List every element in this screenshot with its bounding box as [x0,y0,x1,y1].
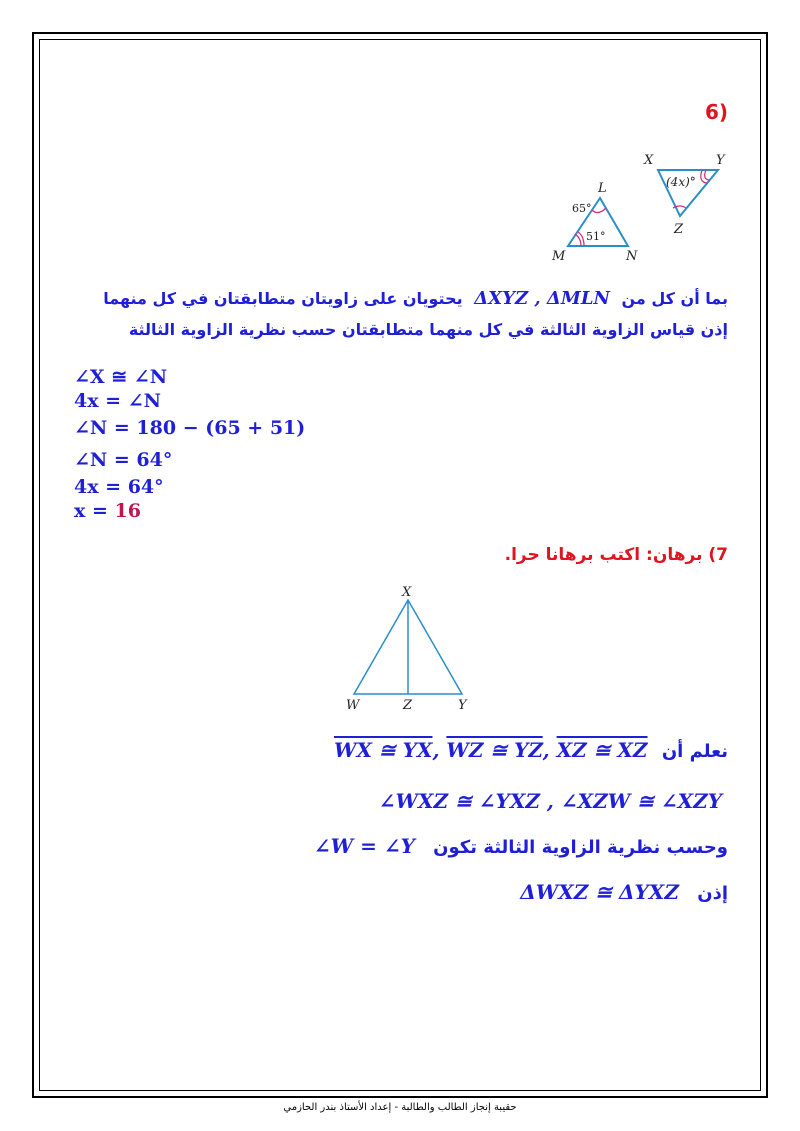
answer-prefix: x = [74,500,108,522]
label-y: Y [716,153,725,168]
step-4: ∠N = 64° [74,449,173,471]
theorem-line [314,834,728,858]
label-n: N [626,249,638,264]
answer-value: 16 [114,500,141,522]
label-y: Y [458,698,467,712]
page-footer: حقيبة إنجاز الطالب والطالبة - إعداد الأستاذ بندر الحازمي [283,1102,517,1113]
angle-arc-y [705,170,710,180]
statement-line-2: إذن قياس الزاوية الثالثة في كل منهما متطابقتان حسب نظرية الزاوية الثالثة [128,320,728,339]
given-segments: WX ≅ YX, WZ ≅ YZ, XZ ≅ XZ [333,738,648,762]
step-1: ∠X ≅ ∠N [74,366,168,388]
label-x: X [402,585,412,600]
answer-line [74,500,141,522]
given-line [334,738,728,762]
angles-line: ∠WXZ ≅ ∠YXZ , ∠XZW ≅ ∠XZY [378,789,722,813]
conclusion-math: ΔWXZ ≅ ΔYXZ [520,880,679,904]
triangle-wxy-figure [336,582,486,712]
angle-4x-label: (4x)° [666,175,696,189]
conclusion-prefix: إذن [697,883,728,904]
label-z: Z [674,222,684,237]
angle-65-label: 65° [572,202,592,215]
problem-7-heading: 7) برهان: اكتب برهانا حرا. [504,545,728,565]
statement-suffix: يحتويان على زاويتان متطابقتان في كل منهما [103,289,463,308]
angle-arc-l [592,208,606,213]
problem-6-number: (6 [704,100,728,124]
step-5: 4x = 64° [74,476,164,498]
triangles-figure [540,148,740,266]
statement-line-1 [103,288,728,309]
given-prefix: نعلم أن [661,741,728,762]
angle-arc-y-outer [701,170,707,183]
theorem-math: ∠W = ∠Y [313,834,415,858]
statement-prefix: بما أن كل من [621,289,728,308]
theorem-text: وحسب نظرية الزاوية الثالثة تكون [433,837,728,858]
segment-wx-yx: WX ≅ YX [333,738,433,762]
segment-wz-yz: WZ ≅ YZ [446,738,543,762]
conclusion-line [520,880,728,904]
step-2: 4x = ∠N [74,390,161,412]
statement-triangles-math: ΔXYZ , ΔMLN [474,288,610,309]
label-w: W [346,698,360,712]
label-m: M [552,249,566,264]
label-l: L [598,181,607,196]
segment-xz-xz: XZ ≅ XZ [556,738,648,762]
label-x: X [644,153,654,168]
angle-51-label: 51° [586,230,606,243]
step-3: ∠N = 180 − (65 + 51) [74,417,306,439]
label-z: Z [403,698,413,712]
